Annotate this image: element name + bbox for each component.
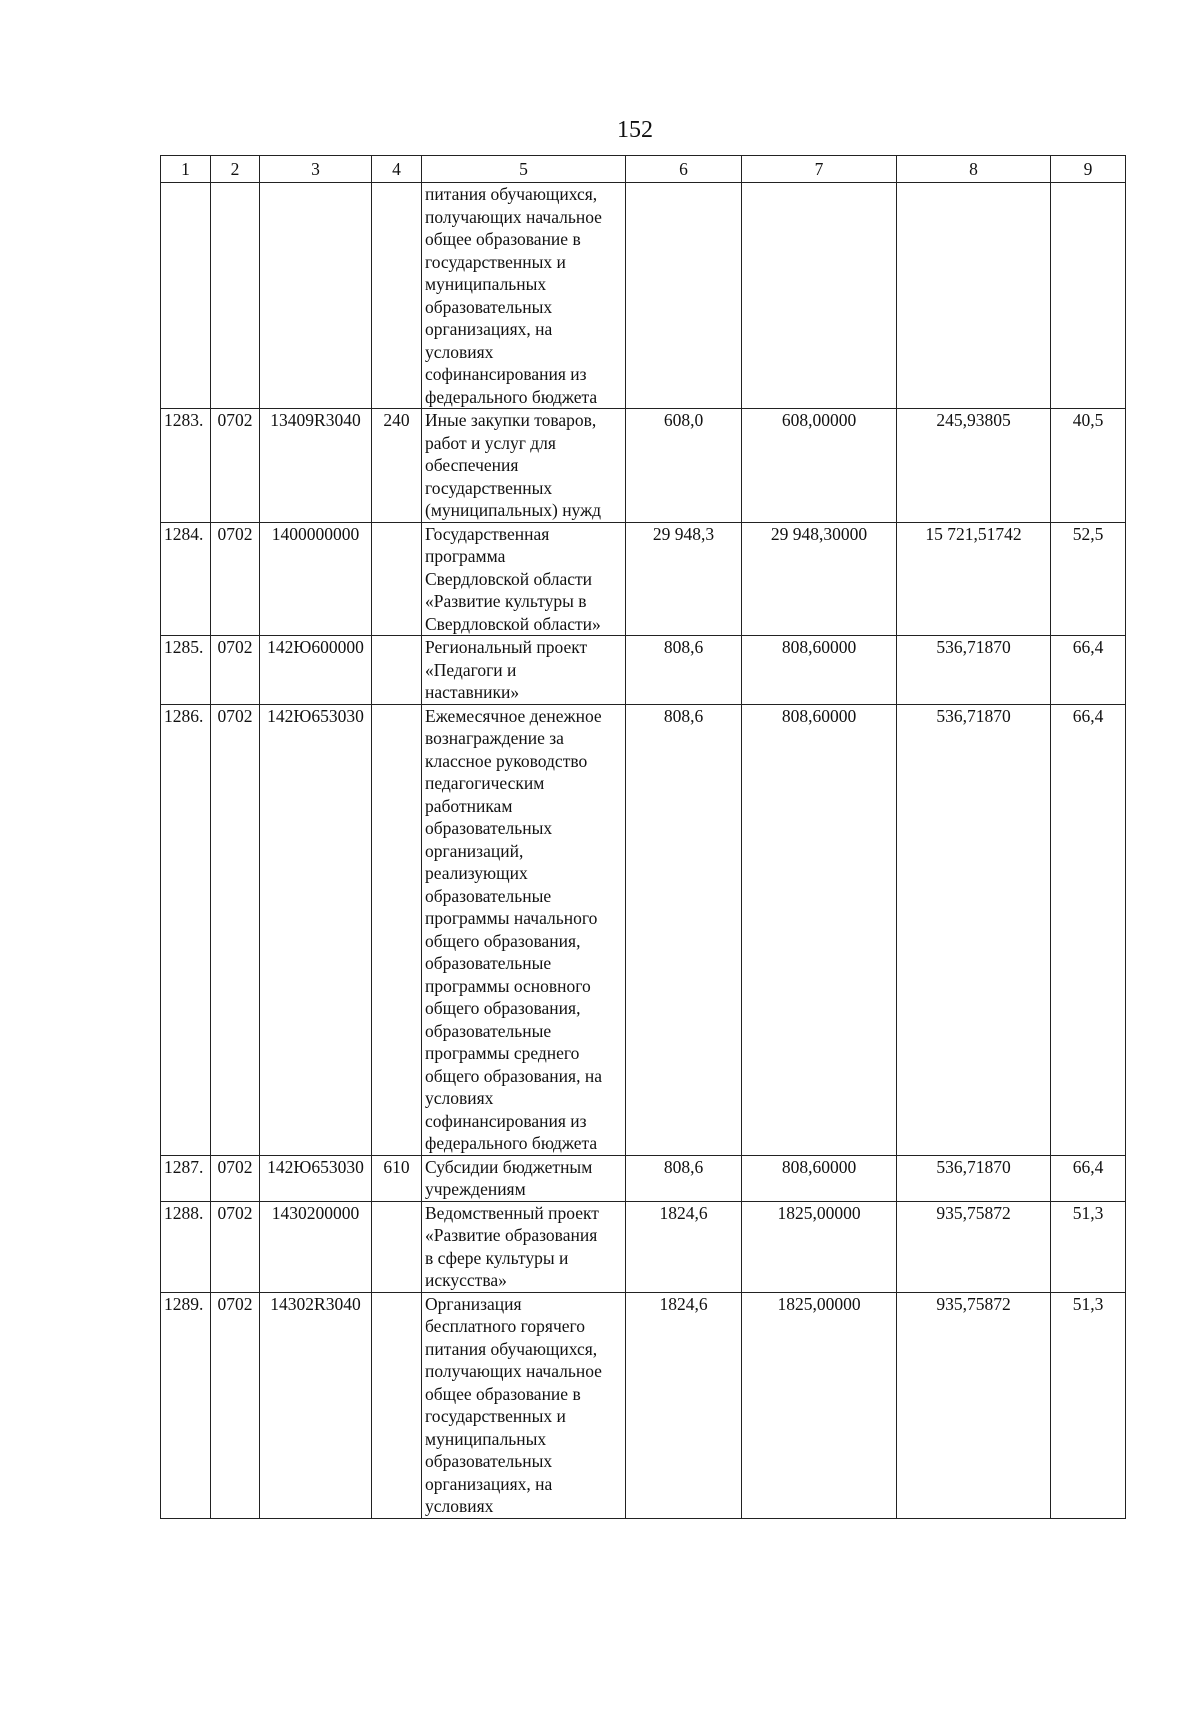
value-col6-cell [626,183,742,409]
expense-type-cell [372,704,422,1155]
name-line: софинансирования из [425,364,587,384]
value-col8-cell: 935,75872 [897,1201,1051,1292]
target-code-cell [260,183,372,409]
column-header: 2 [211,156,260,183]
target-code-cell: 142Ю653030 [260,704,372,1155]
name-line: государственных и [425,251,566,272]
expense-type-cell [372,522,422,636]
table-row [161,1155,1126,1201]
name-line: образовательных [425,296,553,317]
percent-cell: 66,4 [1051,704,1126,1155]
expense-type-cell [372,1201,422,1292]
target-code-cell: 14302R3040 [260,1292,372,1518]
value-col7-cell: 29 948,30000 [742,522,897,636]
expense-type-cell [372,183,422,409]
name-line: условиях [425,341,494,362]
name-line: организациях, на [425,1473,553,1494]
table-row [161,1201,1126,1292]
name-line: наставники» [425,682,520,702]
column-header: 4 [372,156,422,183]
percent-cell: 66,4 [1051,1155,1126,1201]
name-line: Организация [425,1293,522,1314]
name-line: программы начального [425,908,598,928]
page-number: 152 [617,117,653,143]
value-col7-cell [742,183,897,409]
percent-cell [1051,183,1126,409]
name-line: федерального бюджета [425,386,598,407]
value-col7-cell: 808,60000 [742,704,897,1155]
name-cell [422,183,626,409]
percent-cell: 66,4 [1051,636,1126,705]
name-cell [422,704,626,1155]
row-number-cell: 1288. [161,1201,211,1292]
percent-cell: 51,3 [1051,1292,1126,1518]
value-col8-cell [897,183,1051,409]
target-code-cell: 1430200000 [260,1201,372,1292]
row-number-cell [161,183,211,409]
budget-table [160,155,1126,1519]
section-code-cell: 0702 [211,1201,260,1292]
target-code-cell: 142Ю653030 [260,1155,372,1201]
name-line: образовательные [425,953,552,973]
value-col7-cell: 808,60000 [742,636,897,705]
name-line: «Развитие образования [425,1225,598,1245]
name-cell [422,1292,626,1518]
name-line: федерального бюджета [425,1133,598,1153]
value-col6-cell: 1824,6 [626,1201,742,1292]
row-number-cell: 1287. [161,1155,211,1201]
name-line: учреждениям [425,1179,526,1199]
name-line: государственных и [425,1406,566,1426]
value-col7-cell: 608,00000 [742,409,897,523]
name-line: муниципальных [425,1428,547,1449]
section-code-cell: 0702 [211,1292,260,1518]
name-line: реализующих [425,863,528,883]
name-line: образовательные [425,1020,552,1041]
column-header: 3 [260,156,372,183]
section-code-cell: 0702 [211,409,260,523]
value-col8-cell: 245,93805 [897,409,1051,523]
value-col6-cell: 29 948,3 [626,522,742,636]
name-line: работ и услуг для [425,432,556,453]
name-line: условиях [425,1496,494,1516]
name-line: Свердловской области» [425,613,601,634]
target-code-cell: 142Ю600000 [260,636,372,705]
value-col8-cell: 536,71870 [897,636,1051,705]
expense-type-cell: 610 [372,1155,422,1201]
name-line: Субсидии бюджетным [425,1156,593,1177]
table-row [161,183,1126,409]
percent-cell: 52,5 [1051,522,1126,636]
name-line: Иные закупки товаров, [425,410,597,430]
name-line: Региональный проект [425,637,588,657]
value-col6-cell: 1824,6 [626,1292,742,1518]
name-line: софинансирования из [425,1110,587,1131]
value-col8-cell: 15 721,51742 [897,522,1051,636]
column-header: 7 [742,156,897,183]
name-line: государственных [425,477,553,498]
value-col8-cell: 536,71870 [897,704,1051,1155]
percent-cell: 51,3 [1051,1201,1126,1292]
name-cell [422,409,626,523]
name-line: бесплатного горячего [425,1316,586,1336]
name-cell [422,1155,626,1201]
name-line: общее образование в [425,1383,581,1404]
name-line: общее образование в [425,229,581,249]
table-row [161,522,1126,636]
name-line: программы среднего [425,1043,580,1063]
name-line: искусства» [425,1270,507,1290]
name-cell [422,522,626,636]
row-number-cell: 1283. [161,409,211,523]
row-number-cell: 1284. [161,522,211,636]
target-code-cell: 13409R3040 [260,409,372,523]
name-line: Ежемесячное денежное [425,705,602,726]
name-line: образовательные [425,885,552,906]
name-line: получающих начальное [425,206,602,227]
name-line: программа [425,546,506,566]
section-code-cell [211,183,260,409]
table-row [161,636,1126,705]
value-col6-cell: 808,6 [626,636,742,705]
percent-cell: 40,5 [1051,409,1126,523]
name-line: классное руководство [425,750,588,771]
name-line: образовательных [425,1451,553,1471]
name-line: муниципальных [425,274,547,294]
name-line: педагогическим [425,773,545,793]
table-body [161,183,1126,1519]
expense-type-cell [372,1292,422,1518]
value-col8-cell: 536,71870 [897,1155,1051,1201]
value-col8-cell: 935,75872 [897,1292,1051,1518]
table-row [161,409,1126,523]
name-line: общего образования, [425,998,581,1018]
name-line: «Развитие культуры в [425,591,587,611]
value-col6-cell: 608,0 [626,409,742,523]
name-line: «Педагоги и [425,659,517,680]
name-line: питания обучающихся, [425,184,598,204]
name-line: образовательных [425,818,553,838]
value-col7-cell: 1825,00000 [742,1292,897,1518]
expense-type-cell [372,636,422,705]
name-line: (муниципальных) нужд [425,500,602,520]
name-line: в сфере культуры и [425,1247,569,1268]
section-code-cell: 0702 [211,1155,260,1201]
expense-type-cell: 240 [372,409,422,523]
name-line: Свердловской области [425,568,593,589]
value-col6-cell: 808,6 [626,704,742,1155]
name-line: организациях, на [425,319,553,339]
value-col6-cell: 808,6 [626,1155,742,1201]
name-line: Государственная [425,523,550,544]
name-line: работникам [425,795,513,816]
column-header: 8 [897,156,1051,183]
row-number-cell: 1289. [161,1292,211,1518]
value-col7-cell: 1825,00000 [742,1201,897,1292]
header-row [161,156,1126,183]
name-line: обеспечения [425,455,519,475]
column-header: 5 [422,156,626,183]
name-line: организаций, [425,840,524,861]
value-col7-cell: 808,60000 [742,1155,897,1201]
name-line: питания обучающихся, [425,1338,598,1359]
column-header: 6 [626,156,742,183]
column-header: 9 [1051,156,1126,183]
column-header: 1 [161,156,211,183]
table-row [161,1292,1126,1518]
section-code-cell: 0702 [211,522,260,636]
name-cell [422,1201,626,1292]
name-cell [422,636,626,705]
row-number-cell: 1286. [161,704,211,1155]
name-line: программы основного [425,975,591,996]
name-line: общего образования, на [425,1065,602,1086]
name-line: вознаграждение за [425,728,564,748]
table-row [161,704,1126,1155]
section-code-cell: 0702 [211,636,260,705]
name-line: условиях [425,1088,494,1108]
section-code-cell: 0702 [211,704,260,1155]
name-line: получающих начальное [425,1361,602,1381]
name-line: общего образования, [425,930,581,951]
name-line: Ведомственный проект [425,1202,599,1223]
row-number-cell: 1285. [161,636,211,705]
target-code-cell: 1400000000 [260,522,372,636]
